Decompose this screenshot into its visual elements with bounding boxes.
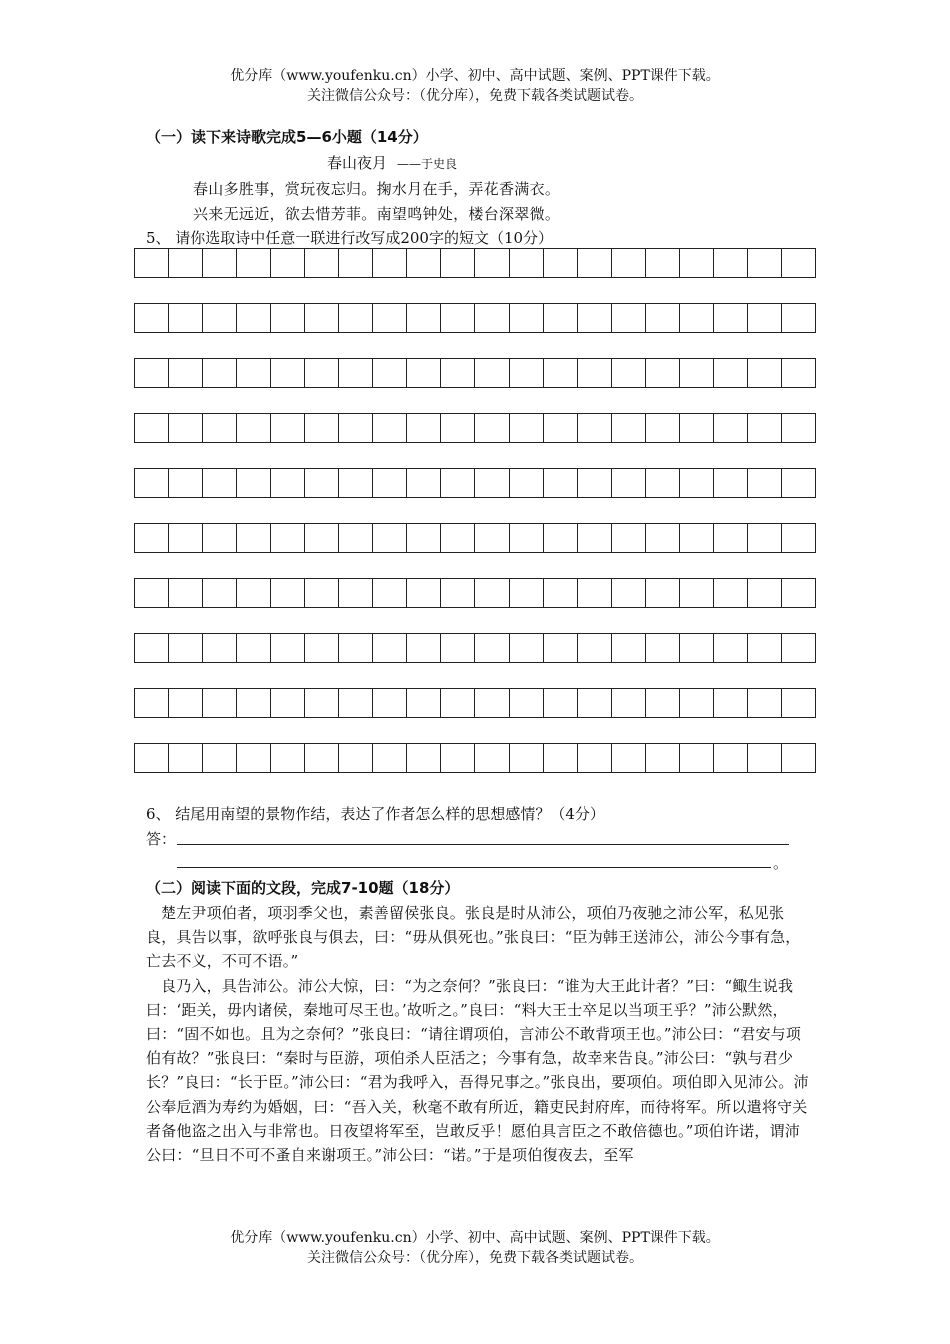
section-1-title: （一）读下来诗歌完成5—6小题（14分） <box>146 128 428 146</box>
grid-cell[interactable] <box>373 248 407 278</box>
grid-row <box>134 633 816 663</box>
grid-cell[interactable] <box>510 578 544 608</box>
grid-cell[interactable] <box>680 688 714 718</box>
reading-passage <box>146 901 812 1167</box>
grid-cell[interactable] <box>271 523 305 553</box>
grid-cell[interactable] <box>510 248 544 278</box>
footer-line-2: 关注微信公众号：（优分库），免费下载各类试题试卷。 <box>307 1250 643 1266</box>
grid-cell[interactable] <box>441 688 475 718</box>
grid-cell[interactable] <box>271 468 305 498</box>
grid-cell[interactable] <box>237 743 271 773</box>
grid-cell[interactable] <box>714 688 748 718</box>
grid-cell[interactable] <box>203 578 237 608</box>
grid-cell[interactable] <box>544 743 578 773</box>
grid-row <box>134 688 816 718</box>
grid-cell[interactable] <box>373 743 407 773</box>
grid-cell[interactable] <box>475 303 509 333</box>
grid-cell[interactable] <box>646 303 680 333</box>
grid-cell[interactable] <box>203 743 237 773</box>
grid-cell[interactable] <box>339 358 373 388</box>
grid-cell[interactable] <box>748 248 782 278</box>
grid-cell[interactable] <box>305 303 339 333</box>
grid-cell[interactable] <box>782 303 816 333</box>
grid-cell[interactable] <box>441 358 475 388</box>
grid-cell[interactable] <box>510 468 544 498</box>
grid-cell[interactable] <box>646 633 680 663</box>
grid-cell[interactable] <box>135 743 169 773</box>
grid-cell[interactable] <box>782 248 816 278</box>
grid-cell[interactable] <box>680 578 714 608</box>
grid-cell[interactable] <box>373 688 407 718</box>
grid-row <box>134 248 816 278</box>
grid-cell[interactable] <box>680 523 714 553</box>
grid-cell[interactable] <box>646 468 680 498</box>
grid-cell[interactable] <box>578 358 612 388</box>
grid-cell[interactable] <box>578 303 612 333</box>
grid-cell[interactable] <box>646 523 680 553</box>
grid-cell[interactable] <box>271 688 305 718</box>
grid-cell[interactable] <box>271 743 305 773</box>
grid-cell[interactable] <box>305 578 339 608</box>
grid-cell[interactable] <box>646 578 680 608</box>
grid-cell[interactable] <box>237 523 271 553</box>
grid-cell[interactable] <box>237 633 271 663</box>
grid-cell[interactable] <box>782 743 816 773</box>
page-footer <box>0 1228 950 1268</box>
grid-cell[interactable] <box>510 523 544 553</box>
grid-cell[interactable] <box>169 413 203 443</box>
grid-row <box>134 743 816 773</box>
grid-cell[interactable] <box>510 358 544 388</box>
grid-cell[interactable] <box>748 413 782 443</box>
grid-cell[interactable] <box>510 688 544 718</box>
grid-cell[interactable] <box>612 303 646 333</box>
grid-cell[interactable] <box>475 633 509 663</box>
grid-cell[interactable] <box>407 688 441 718</box>
grid-cell[interactable] <box>407 468 441 498</box>
grid-cell[interactable] <box>373 633 407 663</box>
grid-row <box>134 303 816 333</box>
grid-cell[interactable] <box>305 413 339 443</box>
poem-author: ——于史良 <box>397 157 458 171</box>
grid-cell[interactable] <box>612 468 646 498</box>
header-line-2: 关注微信公众号：（优分库），免费下载各类试题试卷。 <box>307 88 643 104</box>
grid-cell[interactable] <box>169 303 203 333</box>
grid-cell[interactable] <box>135 358 169 388</box>
grid-cell[interactable] <box>339 303 373 333</box>
grid-cell[interactable] <box>782 688 816 718</box>
question-5: 5、 请你选取诗中任意一联进行改写成200字的短文（10分） <box>146 229 554 247</box>
section-2-title: （二）阅读下面的文段，完成7-10题（18分） <box>146 879 460 897</box>
grid-cell[interactable] <box>339 413 373 443</box>
answer-end-mark: 。 <box>773 854 789 872</box>
passage-paragraph-2: 良乃入，具告沛公。沛公大惊，曰：“为之奈何？”张良曰：“谁为大王此计者？”曰：“鲰生说我曰：‘距关，毋内诸侯，秦地可尽王也。’故听之。”良曰：“料大王士卒足以当项王乎？”沛公默然，曰：“固不如也。且为之奈何？”张良曰：“请往谓项伯，言沛公不敢背项王也。”沛公曰：“君安与项伯有故？”张良曰：“秦时与臣游，项伯杀人臣活之；今事有急，故幸来告良。”沛公曰：“孰与君少长？”良曰：“长于臣。”沛公曰：“君为我呼入，吾得兄事之。”张良出，要项伯。项伯即入见沛公。沛公奉卮酒为寿约为婚姻，曰：“吾入关，秋毫不敢有所近，籍吏民封府库，而待将军。所以遣将守关者备他盗之出入与非常也。日夜望将军至，岂敢反乎！愿伯具言臣之不敢倍德也。”项伯许诺，谓沛公曰：“旦日不可不蚤自来谢项王。”沛公曰：“诺。”于是项伯復夜去，至军 <box>146 976 809 1165</box>
grid-cell[interactable] <box>271 303 305 333</box>
grid-cell[interactable] <box>271 248 305 278</box>
grid-cell[interactable] <box>271 358 305 388</box>
grid-cell[interactable] <box>339 633 373 663</box>
page-header <box>0 66 950 106</box>
grid-cell[interactable] <box>544 248 578 278</box>
grid-cell[interactable] <box>407 358 441 388</box>
grid-cell[interactable] <box>271 633 305 663</box>
grid-cell[interactable] <box>475 578 509 608</box>
grid-cell[interactable] <box>680 248 714 278</box>
grid-cell[interactable] <box>578 523 612 553</box>
grid-cell[interactable] <box>782 633 816 663</box>
grid-cell[interactable] <box>203 688 237 718</box>
grid-cell[interactable] <box>714 358 748 388</box>
grid-cell[interactable] <box>748 743 782 773</box>
grid-cell[interactable] <box>646 413 680 443</box>
grid-cell[interactable] <box>680 468 714 498</box>
grid-cell[interactable] <box>748 578 782 608</box>
grid-cell[interactable] <box>612 248 646 278</box>
grid-cell[interactable] <box>441 468 475 498</box>
grid-cell[interactable] <box>271 578 305 608</box>
grid-cell[interactable] <box>441 743 475 773</box>
grid-cell[interactable] <box>305 743 339 773</box>
grid-cell[interactable] <box>714 523 748 553</box>
grid-cell[interactable] <box>475 413 509 443</box>
grid-cell[interactable] <box>714 413 748 443</box>
grid-cell[interactable] <box>714 633 748 663</box>
grid-cell[interactable] <box>373 578 407 608</box>
grid-cell[interactable] <box>680 633 714 663</box>
grid-cell[interactable] <box>475 358 509 388</box>
grid-row <box>134 523 816 553</box>
grid-cell[interactable] <box>441 578 475 608</box>
grid-cell[interactable] <box>544 578 578 608</box>
grid-cell[interactable] <box>782 358 816 388</box>
grid-cell[interactable] <box>748 688 782 718</box>
grid-cell[interactable] <box>135 633 169 663</box>
grid-cell[interactable] <box>748 468 782 498</box>
answer-label: 答： <box>146 830 177 848</box>
grid-cell[interactable] <box>169 523 203 553</box>
grid-cell[interactable] <box>339 688 373 718</box>
grid-cell[interactable] <box>475 743 509 773</box>
header-line-1: 优分库（www.youfenku.cn）小学、初中、高中试题、案例、PPT课件下载。 <box>230 68 720 84</box>
grid-cell[interactable] <box>714 468 748 498</box>
poem-title-block <box>327 152 457 173</box>
grid-cell[interactable] <box>680 743 714 773</box>
grid-cell[interactable] <box>782 413 816 443</box>
grid-cell[interactable] <box>373 358 407 388</box>
grid-cell[interactable] <box>407 303 441 333</box>
grid-cell[interactable] <box>714 578 748 608</box>
grid-cell[interactable] <box>714 248 748 278</box>
grid-cell[interactable] <box>135 688 169 718</box>
grid-cell[interactable] <box>782 578 816 608</box>
grid-row <box>134 468 816 498</box>
grid-cell[interactable] <box>237 468 271 498</box>
grid-cell[interactable] <box>169 633 203 663</box>
grid-cell[interactable] <box>475 468 509 498</box>
grid-cell[interactable] <box>169 688 203 718</box>
grid-cell[interactable] <box>373 303 407 333</box>
poem-title: 春山夜月 <box>327 154 388 172</box>
grid-cell[interactable] <box>612 413 646 443</box>
grid-cell[interactable] <box>407 248 441 278</box>
grid-cell[interactable] <box>578 688 612 718</box>
grid-cell[interactable] <box>441 413 475 443</box>
grid-cell[interactable] <box>646 248 680 278</box>
grid-cell[interactable] <box>237 578 271 608</box>
answer-line-1[interactable] <box>177 844 789 845</box>
grid-cell[interactable] <box>373 468 407 498</box>
grid-cell[interactable] <box>237 303 271 333</box>
grid-cell[interactable] <box>714 303 748 333</box>
grid-cell[interactable] <box>407 633 441 663</box>
grid-cell[interactable] <box>203 413 237 443</box>
grid-cell[interactable] <box>203 468 237 498</box>
grid-cell[interactable] <box>782 468 816 498</box>
grid-cell[interactable] <box>612 523 646 553</box>
grid-cell[interactable] <box>510 633 544 663</box>
grid-cell[interactable] <box>339 468 373 498</box>
grid-cell[interactable] <box>748 523 782 553</box>
grid-cell[interactable] <box>407 578 441 608</box>
grid-cell[interactable] <box>169 468 203 498</box>
grid-cell[interactable] <box>680 358 714 388</box>
grid-cell[interactable] <box>305 688 339 718</box>
grid-cell[interactable] <box>646 358 680 388</box>
grid-cell[interactable] <box>714 743 748 773</box>
grid-cell[interactable] <box>748 358 782 388</box>
grid-cell[interactable] <box>612 688 646 718</box>
grid-cell[interactable] <box>475 523 509 553</box>
grid-cell[interactable] <box>578 633 612 663</box>
footer-line-1: 优分库（www.youfenku.cn）小学、初中、高中试题、案例、PPT课件下载。 <box>230 1230 720 1246</box>
grid-cell[interactable] <box>339 248 373 278</box>
grid-cell[interactable] <box>544 633 578 663</box>
grid-cell[interactable] <box>169 248 203 278</box>
grid-cell[interactable] <box>407 413 441 443</box>
grid-row <box>134 358 816 388</box>
grid-cell[interactable] <box>578 468 612 498</box>
grid-cell[interactable] <box>135 523 169 553</box>
grid-cell[interactable] <box>135 413 169 443</box>
grid-row <box>134 578 816 608</box>
grid-cell[interactable] <box>203 633 237 663</box>
grid-cell[interactable] <box>203 358 237 388</box>
question-6: 6、 结尾用南望的景物作结，表达了作者怎么样的思想感情？（4分） <box>146 805 605 823</box>
grid-cell[interactable] <box>339 578 373 608</box>
answer-line-2[interactable] <box>177 867 771 868</box>
grid-cell[interactable] <box>578 248 612 278</box>
grid-cell[interactable] <box>237 358 271 388</box>
grid-cell[interactable] <box>135 468 169 498</box>
grid-cell[interactable] <box>646 688 680 718</box>
grid-cell[interactable] <box>169 743 203 773</box>
grid-cell[interactable] <box>510 303 544 333</box>
passage-paragraph-1: 楚左尹项伯者，项羽季父也，素善留侯张良。张良是时从沛公，项伯乃夜驰之沛公军，私见张良，具告以事，欲呼张良与俱去，曰：“毋从俱死也。”张良曰：“臣为韩王送沛公，沛公今事有急，亡去不义，不可不语。” <box>146 904 801 971</box>
grid-cell[interactable] <box>475 248 509 278</box>
grid-cell[interactable] <box>578 413 612 443</box>
grid-cell[interactable] <box>612 743 646 773</box>
grid-cell[interactable] <box>305 248 339 278</box>
grid-cell[interactable] <box>373 523 407 553</box>
grid-cell[interactable] <box>305 468 339 498</box>
grid-cell[interactable] <box>441 523 475 553</box>
grid-cell[interactable] <box>612 358 646 388</box>
grid-cell[interactable] <box>544 468 578 498</box>
grid-cell[interactable] <box>510 743 544 773</box>
grid-cell[interactable] <box>748 633 782 663</box>
grid-cell[interactable] <box>135 303 169 333</box>
poem-line-2: 兴来无远近，欲去惜芳菲。南望鸣钟处，楼台深翠微。 <box>193 205 561 223</box>
grid-cell[interactable] <box>544 303 578 333</box>
poem-line-1: 春山多胜事，赏玩夜忘归。掬水月在手，弄花香满衣。 <box>193 180 561 198</box>
grid-cell[interactable] <box>578 578 612 608</box>
grid-cell[interactable] <box>305 358 339 388</box>
grid-cell[interactable] <box>305 633 339 663</box>
grid-cell[interactable] <box>237 688 271 718</box>
grid-cell[interactable] <box>544 688 578 718</box>
grid-cell[interactable] <box>237 413 271 443</box>
grid-cell[interactable] <box>612 578 646 608</box>
grid-cell[interactable] <box>339 743 373 773</box>
grid-cell[interactable] <box>339 523 373 553</box>
grid-cell[interactable] <box>544 523 578 553</box>
grid-cell[interactable] <box>680 303 714 333</box>
grid-cell[interactable] <box>544 413 578 443</box>
grid-cell[interactable] <box>203 303 237 333</box>
grid-cell[interactable] <box>441 303 475 333</box>
grid-cell[interactable] <box>748 303 782 333</box>
grid-cell[interactable] <box>407 743 441 773</box>
grid-cell[interactable] <box>305 523 339 553</box>
grid-cell[interactable] <box>544 358 578 388</box>
grid-cell[interactable] <box>203 248 237 278</box>
grid-cell[interactable] <box>169 578 203 608</box>
grid-cell[interactable] <box>135 578 169 608</box>
grid-cell[interactable] <box>441 248 475 278</box>
grid-cell[interactable] <box>135 248 169 278</box>
grid-cell[interactable] <box>373 413 407 443</box>
grid-cell[interactable] <box>271 413 305 443</box>
grid-cell[interactable] <box>680 413 714 443</box>
grid-cell[interactable] <box>237 248 271 278</box>
grid-cell[interactable] <box>612 633 646 663</box>
grid-row <box>134 413 816 443</box>
grid-cell[interactable] <box>782 523 816 553</box>
grid-cell[interactable] <box>203 523 237 553</box>
grid-cell[interactable] <box>441 633 475 663</box>
grid-cell[interactable] <box>578 743 612 773</box>
grid-cell[interactable] <box>475 688 509 718</box>
grid-cell[interactable] <box>510 413 544 443</box>
grid-cell[interactable] <box>169 358 203 388</box>
grid-cell[interactable] <box>646 743 680 773</box>
grid-cell[interactable] <box>407 523 441 553</box>
